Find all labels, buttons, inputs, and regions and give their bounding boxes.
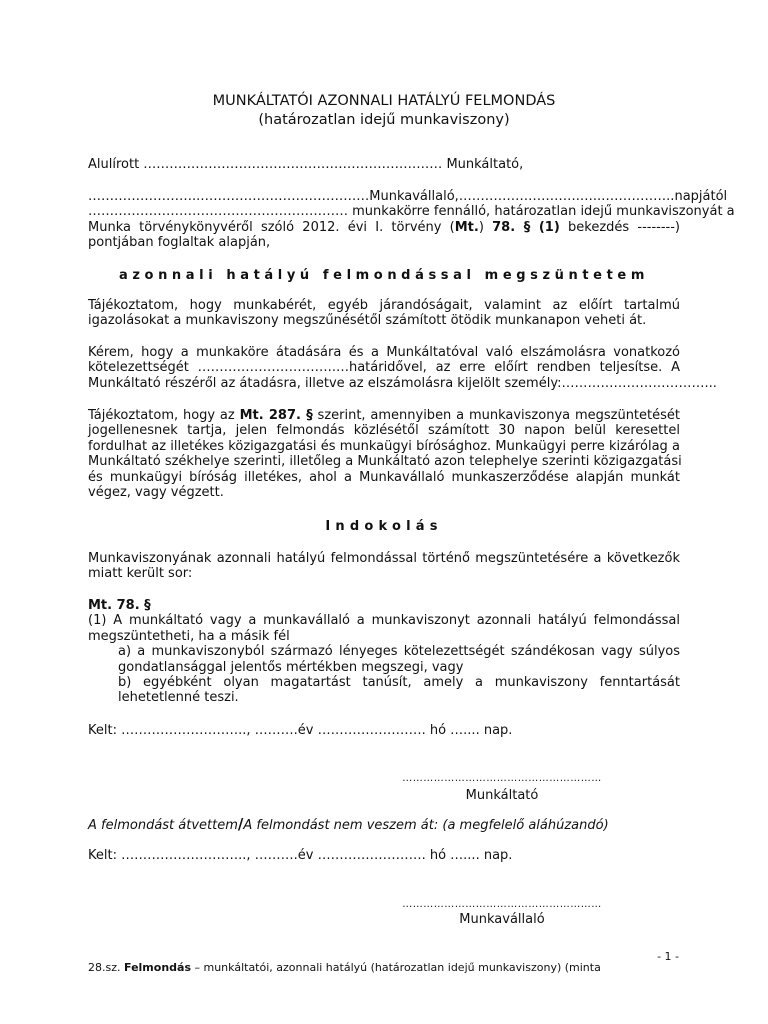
legal-line-4: Munkáltató székhelye szerinti, illetőleg a Munkáltató azon telephelye szerinti közigazgatási (88, 454, 682, 470)
termination-heading: azonnali hatályú felmondással megszüntetem (119, 268, 649, 283)
intro-line-1: Alulírott …………………………………………………………… Munkáltató, (88, 157, 524, 172)
employee-signature-line: ………………………………………………… (402, 899, 602, 910)
receipt-accepted: A felmondást átvettem (88, 818, 238, 833)
legal-line-1-a: Tájékoztatom, hogy az (88, 408, 240, 423)
intro-line-4-paren: ) (478, 219, 493, 235)
intro-line-4 (88, 220, 680, 235)
employer-signature-label: Munkáltató (465, 788, 539, 803)
intro-paragraph (88, 157, 680, 172)
legal-line-1-b: szerint, amennyiben a munkaviszonya megszüntetését (312, 408, 680, 423)
employee-name-blank: ……………………..………………………………… (88, 189, 370, 204)
start-date-label: napjától (674, 189, 728, 204)
footer-prefix: 28.sz. (88, 961, 124, 974)
footer-rest: – munkáltatói, azonnali hatályú (határozatlan idejű munkaviszony) (minta (191, 961, 601, 974)
intro-line-4-text: Munka törvénykönyvéről szóló 2012. évi I. törvény ( (88, 219, 455, 235)
footer-bold: Felmondás (124, 961, 191, 974)
receipt-refused: A felmondást nem veszem át: (a megfelelő aláhúzandó) (243, 818, 609, 833)
receipt-statement (88, 817, 680, 833)
reasons-paragraph (88, 551, 680, 582)
legal-line-1 (88, 408, 680, 423)
document-title: MUNKÁLTATÓI AZONNALI HATÁLYÚ FELMONDÁS (212, 93, 556, 109)
start-date-blank: ……………………….…..…………….. (458, 189, 675, 204)
document-subtitle: (határozatlan idejű munkaviszony) (258, 112, 510, 128)
law-point-b-line-2: lehetetlenné teszi. (118, 690, 239, 706)
receipt-slash: / (237, 815, 244, 833)
section-reference: 78. § (1) (492, 219, 560, 235)
law-reference: Mt. 78. § (88, 598, 151, 613)
employee-signature-label: Munkavállaló (459, 912, 545, 927)
mt-287-reference: Mt. 287. § (239, 408, 313, 423)
page-footer (88, 961, 601, 974)
handover-line-3: Munkáltató részéről az átadásra, illetve az elszámolásra kijelölt személy:……………………………... (88, 375, 717, 391)
wages-paragraph (88, 298, 680, 329)
law-excerpt (88, 598, 680, 706)
receipt-statement-line (88, 817, 680, 833)
legal-line-2: jogellenesnek tartja, jelen felmondás közlésétől számított 30 napon belül keresettel (88, 423, 680, 439)
reasons-line-1: Munkaviszonyának azonnali hatályú felmondással történő megszüntetésére a következők (88, 551, 680, 566)
handover-line-1: Kérem, hogy a munkaköre átadására és a Munkáltatóval való elszámolásra vonatkozó (88, 345, 680, 360)
intro-body (88, 189, 735, 251)
reasons-heading: Indokolás (325, 519, 443, 534)
wages-line-2: igazolásokat a munkaviszony megszűnésétől számított ötödik munkanapon veheti át. (88, 313, 647, 329)
legal-paragraph (88, 408, 680, 500)
page-number: - 1 - (657, 950, 679, 963)
law-point-a-line-1: a) a munkaviszonyból származó lényeges kötelezettségét szándékosan vagy súlyos (118, 644, 680, 660)
employer-signature-line: ………………………………………………… (402, 773, 602, 784)
intro-line-4-end: bekezdés --------) (559, 219, 680, 235)
date-line-employee (88, 848, 680, 863)
intro-line-2 (88, 189, 728, 204)
date-line-employer-text: Kelt: ……………………….., ……….év ……………………. hó ….... nap. (88, 723, 513, 738)
legal-line-5: és munkaügyi bíróság illetékes, ahol a Munkavállaló munkaszerződése alapján munkát (88, 469, 680, 485)
handover-line-2: kötelezettségét …………………………..…határidővel, az erre előírt rendben teljesítse. A (88, 360, 680, 376)
law-reference-line (88, 598, 680, 613)
mt-abbrev: Mt. (454, 219, 479, 235)
handover-paragraph (88, 345, 717, 391)
date-line-employee-text: Kelt: ……………………….., ……….év ……………………. hó ….... nap. (88, 848, 513, 863)
law-line-2: megszüntetheti, ha a másik fél (88, 628, 290, 644)
law-point-a-line-2: gondatlansággal jelentős mértékben megszegi, vagy (118, 659, 464, 675)
law-line-1: (1) A munkáltató vagy a munkavállaló a munkaviszonyt azonnali hatályú felmondással (88, 613, 680, 629)
wages-line-1: Tájékoztatom, hogy munkabérét, egyéb járandóságait, valamint az előírt tartalmú (88, 298, 680, 313)
intro-line-5: pontjában foglaltak alapján, (88, 235, 271, 251)
reasons-line-2: miatt került sor: (88, 566, 193, 582)
law-point-b-line-1: b) egyébként olyan magatartást tanúsít, amely a munkaviszony fenntartását (118, 675, 680, 691)
employee-label: Munkavállaló, (369, 189, 459, 204)
intro-line-3: …………………………………………………… munkakörre fennálló, határozatlan idejű munkaviszonyát a (88, 204, 735, 220)
date-line-employer (88, 723, 680, 738)
legal-line-6: végez, vagy végzett. (88, 485, 224, 501)
legal-line-3: fordulhat az illetékes közigazgatási és munkaügyi bírósághoz. Munkaügyi perre kizárólag a (88, 438, 680, 454)
